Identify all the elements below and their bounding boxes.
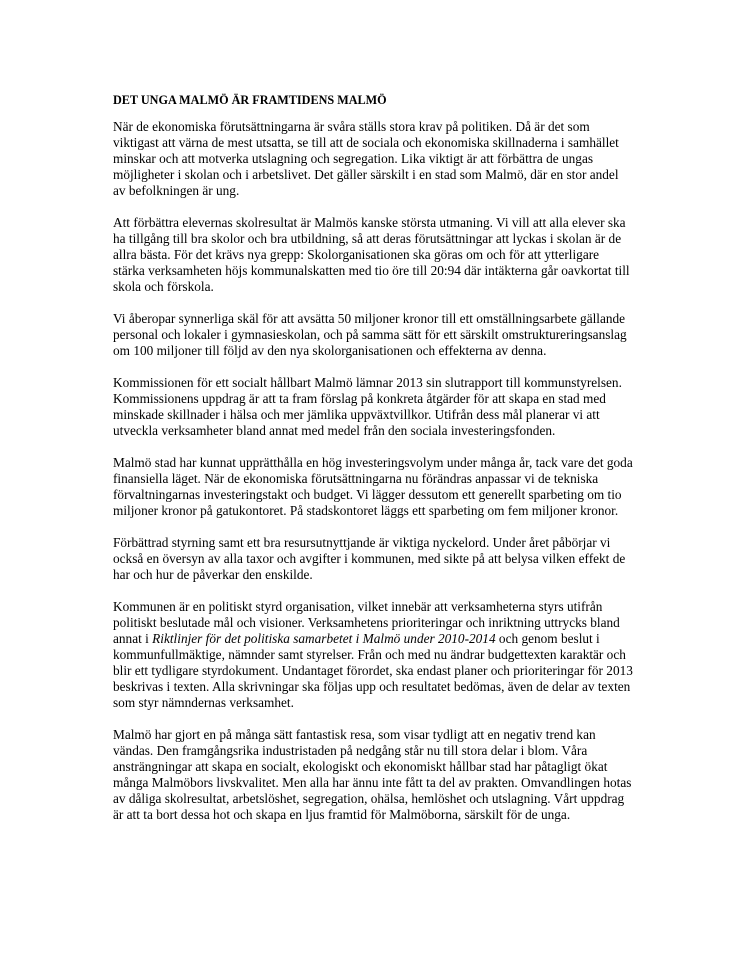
- paragraph: Malmö stad har kunnat upprätthålla en hög investeringsvolym under många år, tack vare det goda finansiella läget. När de ekonomiska förutsättningarna nu förändras anpassar vi de tekniska förvaltningarnas investeringstakt och budget. Vi lägger dessutom ett generellt sparbeting om tio miljoner kronor på gatukontoret. På stadskontoret läggs ett sparbeting om fem miljoner kronor.: [113, 455, 633, 518]
- paragraph: Kommissionen för ett socialt hållbart Malmö lämnar 2013 sin slutrapport till kommunstyrelsen. Kommissionens uppdrag är att ta fram förslag på konkreta åtgärder för att skapa en stad med minskade skillnader i hälsa och mer jämlika uppväxtvillkor. Utifrån dess mål planerar vi att utveckla verksamheter bland annat med medel från den sociala investeringsfonden.: [113, 375, 622, 438]
- paragraph-text: och genom beslut i kommunfullmäktige, nämnder samt styrelser. Från och med nu ändrar budgettexten karaktär och blir ett tydligare styrdokument. Undantaget förordet, ska endast planer och prioriteringar för 2013 beskrivas i texten. Alla skrivningar ska följas upp och resultatet bedömas, även de delar av texten som styr nämndernas verksamhet.: [113, 631, 633, 710]
- document-page: [113, 92, 633, 839]
- paragraph: Att förbättra elevernas skolresultat är Malmös kanske största utmaning. Vi vill att alla elever ska ha tillgång till bra skolor och bra utbildning, så att deras förutsättningar att lyckas i skolan är de allra bästa. För det krävs nya grepp: Skolorganisationen ska göras om och för att ytterligare stärka verksamheten höjs kommunalskatten med tio öre till 20:94 där intäkterna går oavkortat till skola och förskola.: [113, 215, 630, 294]
- paragraph-text: Kommunen är en politiskt styrd organisation, vilket innebär att verksamheterna styrs utifrån politiskt beslutade mål och visioner. Verksamhetens prioriteringar och inriktning uttrycks bland annat i: [113, 599, 620, 646]
- document-title: DET UNGA MALMÖ ÄR FRAMTIDENS MALMÖ: [113, 93, 387, 107]
- paragraph: Förbättrad styrning samt ett bra resursutnyttjande är viktiga nyckelord. Under året påbörjar vi också en översyn av alla taxor och avgifter i kommunen, med sikte på att belysa vilken effekt de har och hur de påverkar den enskilde.: [113, 535, 626, 582]
- paragraph: Malmö har gjort en på många sätt fantastisk resa, som visar tydligt att en negativ trend kan vändas. Den framgångsrika industristaden på nedgång står nu till stora delar i blom. Våra ansträngningar att skapa en socialt, ekologiskt och ekonomiskt hållbar stad har påtagligt ökat många Malmöbors livskvalitet. Men alla har ännu inte fått ta del av prakten. Omvandlingen hotas av dåliga skolresultat, arbetslöshet, segregation, ohälsa, hemlöshet och utslagning. Vårt uppdrag är att ta bort dessa hot och skapa en ljus framtid för Malmöborna, särskilt för de unga.: [113, 727, 632, 822]
- paragraph: Vi åberopar synnerliga skäl för att avsätta 50 miljoner kronor till ett omställningsarbete gällande personal och lokaler i gymnasieskolan, och på samma sätt för ett särskilt omstruktureringsanslag om 100 miljoner till följd av den nya skolorganisationen och effekterna av denna.: [113, 311, 627, 358]
- paragraph-governance: [113, 599, 633, 711]
- document-reference: Riktlinjer för det politiska samarbetet i Malmö under 2010-2014: [152, 631, 496, 646]
- paragraph: När de ekonomiska förutsättningarna är svåra ställs stora krav på politiken. Då är det som viktigast att värna de mest utsatta, se till att de sociala och ekonomiska skillnaderna i samhället minskar och att motverka utslagning och segregation. Lika viktigt är att förbättra de ungas möjligheter i skolan och i arbetslivet. Det gäller särskilt i en stad som Malmö, där en stor andel av befolkningen är ung.: [113, 119, 619, 198]
